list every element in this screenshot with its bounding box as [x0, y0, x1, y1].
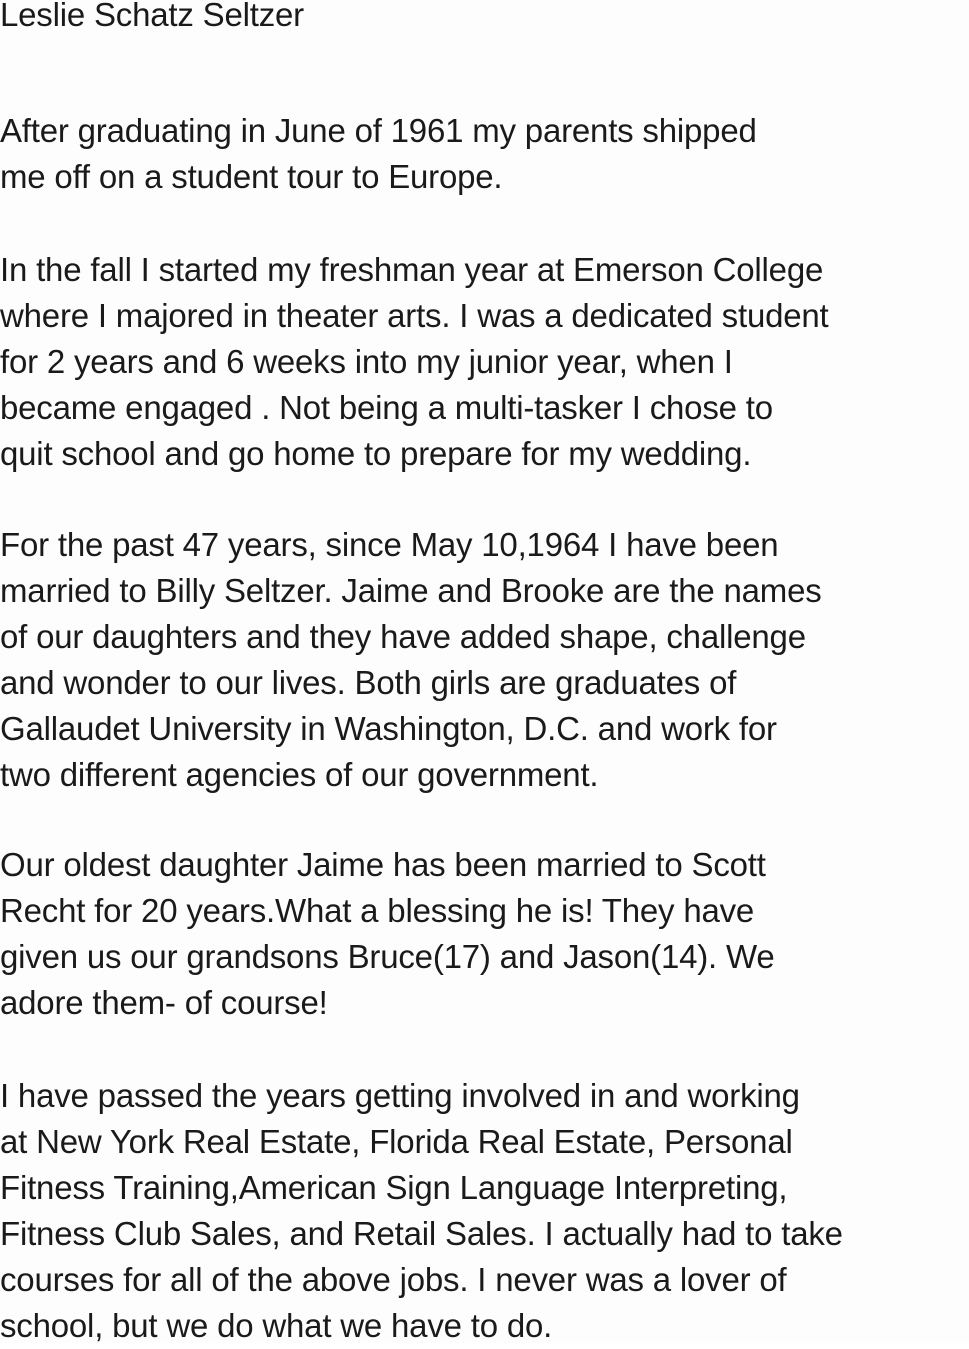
author-name: Leslie Schatz Seltzer [0, 0, 304, 33]
text-line: and wonder to our lives. Both girls are graduates of [0, 664, 737, 701]
text-line: of our daughters and they have added shape, challenge [0, 618, 806, 655]
text-line: where I majored in theater arts. I was a dedicated student [0, 297, 829, 334]
text-line: me off on a student tour to Europe. [0, 158, 503, 195]
paragraph-careers [0, 1073, 843, 1349]
text-line: at New York Real Estate, Florida Real Estate, Personal [0, 1123, 793, 1160]
text-line: In the fall I started my freshman year at Emerson College [0, 251, 824, 288]
text-line: became engaged . Not being a multi-tasker I chose to [0, 389, 773, 426]
text-line: two different agencies of our government. [0, 756, 599, 793]
text-line: After graduating in June of 1961 my parents shipped [0, 112, 757, 149]
paragraph-europe-tour [0, 108, 757, 200]
text-line: adore them- of course! [0, 984, 328, 1021]
text-line: given us our grandsons Bruce(17) and Jason(14). We [0, 938, 775, 975]
text-line: Fitness Club Sales, and Retail Sales. I actually had to take [0, 1215, 843, 1252]
text-line: For the past 47 years, since May 10,1964 I have been [0, 526, 779, 563]
text-line: courses for all of the above jobs. I never was a lover of [0, 1261, 787, 1298]
text-line: Recht for 20 years.What a blessing he is! They have [0, 892, 755, 929]
text-line: quit school and go home to prepare for my wedding. [0, 435, 752, 472]
text-line: married to Billy Seltzer. Jaime and Brooke are the names [0, 572, 822, 609]
paragraph-college [0, 247, 829, 477]
text-line: for 2 years and 6 weeks into my junior year, when I [0, 343, 733, 380]
text-line: Fitness Training,American Sign Language Interpreting, [0, 1169, 788, 1206]
paragraph-grandchildren [0, 842, 775, 1026]
text-line: school, but we do what we have to do. [0, 1307, 553, 1344]
text-line: Our oldest daughter Jaime has been married to Scott [0, 846, 766, 883]
text-line: I have passed the years getting involved in and working [0, 1077, 800, 1114]
text-line: Gallaudet University in Washington, D.C. and work for [0, 710, 777, 747]
paragraph-marriage [0, 522, 822, 798]
